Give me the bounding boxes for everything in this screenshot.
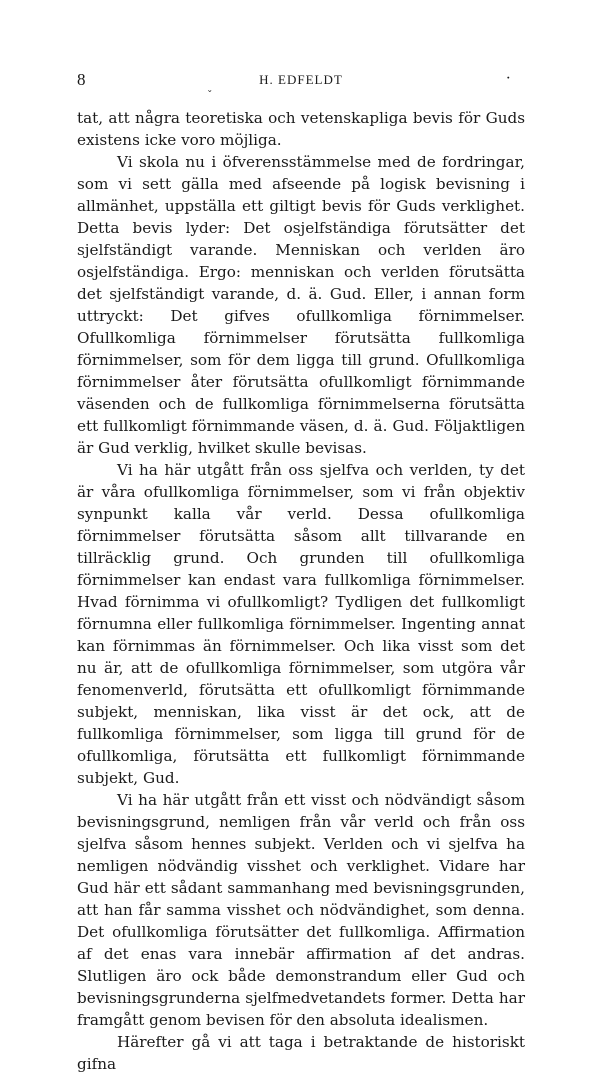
- running-head: H. EDFELDT: [259, 72, 343, 87]
- paragraph-historical: Härefter gå vi att taga i betraktande de historiskt gifna: [77, 1033, 525, 1073]
- body-text: [77, 107, 525, 1075]
- header-dot: ·: [505, 70, 511, 87]
- paragraph-starting-point: Vi ha här utgått från oss sjelfva och verlden, ty det är våra ofullkomliga förnimmelser, som vi från objektiv synpunkt kalla vår verld. Dessa ofullkomliga förnimmelser förutsätta såsom allt tillvarande en tillräcklig grund. Och grunden till ofullkomliga förnimmelser kan endast vara fullkomliga förnimmelser. Hvad förnimma vi ofullkomligt? Tydligen det fullkomligt förnumna eller fullkomliga förnimmelser. Ingenting annat kan förnimmas än förnimmelser. Och lika visst som det nu är, att de ofullkomliga förnimmelser, som utgöra vår fenomenverld, förutsätta ett ofullkomligt förnimmande subjekt, menniskan, lika visst är det ock, att de fullkomliga förnimmelser, som ligga till grund för de ofullkomliga, förutsätta ett fullkomligt förnimmande subjekt, Gud.: [77, 461, 525, 787]
- paragraph-proof: Vi skola nu i öfverensstämmelse med de fordringar, som vi sett gälla med afseende på logisk bevisning i allmänhet, uppställa ett giltigt bevis för Guds verklighet. Detta bevis lyder: Det osjelfständiga förutsätter det sjelfständigt varande. Menniskan och verlden äro osjelfständiga. Ergo: menniskan och verlden förutsätta det sjelfständigt varande, d. ä. Gud. Eller, i annan form uttryckt: Det gifves ofullkomliga förnimmelser. Ofullkomliga förnimmelser förutsätta fullkomliga förnimmelser, som för dem ligga till grund. Ofullkomliga förnimmelser åter förutsätta ofullkomligt förnimmande väsenden och de fullkomliga förnimmelserna förutsätta ett fullkomligt förnimmande väsen, d. ä. Gud. Följaktligen är Gud verklig, hvilket skulle bevisas.: [77, 153, 525, 457]
- page-header: [77, 70, 525, 90]
- paragraph-certainty: Vi ha här utgått från ett visst och nödvändigt såsom bevisningsgrund, nemligen från vår verld och från oss sjelfva såsom hennes subjekt. Verlden och vi sjelfva ha nemligen nödvändig visshet och verklighet. Vidare har Gud här ett sådant sammanhang med bevisningsgrunden, att han får samma visshet och nödvändighet, som denna. Det ofullkomliga förutsätter det fullkomliga. Affirmation af det enas vara innebär affirmation af det andras. Slutligen äro ock både demonstrandum eller Gud och bevisningsgrunderna sjelfmedvetandets former. Detta har framgått genom bevisen för den absoluta idealismen.: [77, 791, 525, 1029]
- paragraph-continued: tat, att några teoretiska och vetenskapliga bevis för Guds existens icke voro möjliga.: [77, 109, 525, 149]
- stray-print-mark: ˇ: [207, 89, 213, 102]
- page-number: 8: [77, 70, 86, 89]
